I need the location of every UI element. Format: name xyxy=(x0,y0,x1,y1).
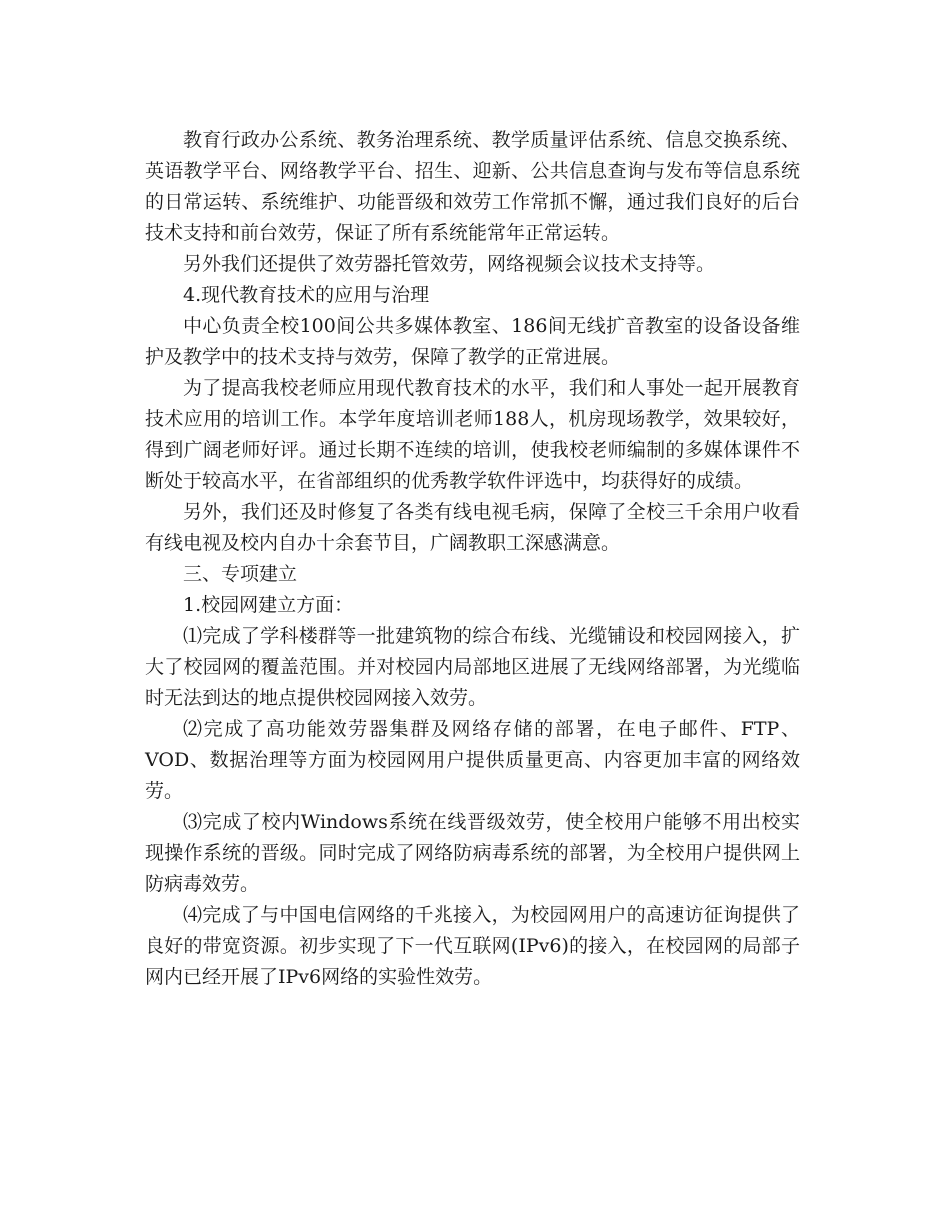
section-heading-modern-education-tech: 4.现代教育技术的应用与治理 xyxy=(183,284,430,306)
paragraph-multimedia-classrooms: 中心负责全校100间公共多媒体教室、186间无线扩音教室的设备设备维护及教学中的技术支持与效劳，保障了教学的正常进展。 xyxy=(145,315,800,368)
paragraph-cable-tv: 另外，我们还及时修复了各类有线电视毛病，保障了全校三千余用户收看有线电视及校内自办十余套节目，广阔教职工深感满意。 xyxy=(145,501,800,554)
section-heading-special-projects: 三、专项建立 xyxy=(183,563,298,585)
subsection-heading-campus-network: 1.校园网建立方面： xyxy=(183,594,354,616)
paragraph-server-hosting: 另外我们还提供了效劳器托管效劳，网络视频会议技术支持等。 xyxy=(183,253,716,275)
list-item-server-cluster: ⑵完成了高功能效劳器集群及网络存储的部署，在电子邮件、FTP、VOD、数据治理等方面为校园网用户提供质量更高、内容更加丰富的网络效劳。 xyxy=(145,718,800,802)
document-page xyxy=(145,125,800,993)
list-item-cabling: ⑴完成了学科楼群等一批建筑物的综合布线、光缆铺设和校园网接入，扩大了校园网的覆盖范围。并对校园内局部地区进展了无线网络部署，为光缆临时无法到达的地点提供校园网接入效劳。 xyxy=(145,625,800,709)
paragraph-system-operations: 教育行政办公系统、教务治理系统、教学质量评估系统、信息交换系统、英语教学平台、网络教学平台、招生、迎新、公共信息查询与发布等信息系统的日常运转、系统维护、功能晋级和效劳工作常抓不懈，通过我们良好的后台技术支持和前台效劳，保证了所有系统能常年正常运转。 xyxy=(145,129,800,244)
list-item-gigabit-ipv6: ⑷完成了与中国电信网络的千兆接入，为校园网用户的高速访征询提供了良好的带宽资源。初步实现了下一代互联网(IPv6)的接入，在校园网的局部子网内已经开展了IPv6网络的实验性效劳。 xyxy=(145,904,800,988)
list-item-windows-update: ⑶完成了校内Windows系统在线晋级效劳，使全校用户能够不用出校实现操作系统的晋级。同时完成了网络防病毒系统的部署，为全校用户提供网上防病毒效劳。 xyxy=(145,811,800,895)
paragraph-teacher-training: 为了提高我校老师应用现代教育技术的水平，我们和人事处一起开展教育技术应用的培训工作。本学年度培训老师188人，机房现场教学，效果较好，得到广阔老师好评。通过长期不连续的培训，使我校老师编制的多媒体课件不断处于较高水平，在省部组织的优秀教学软件评选中，均获得好的成绩。 xyxy=(145,377,800,492)
